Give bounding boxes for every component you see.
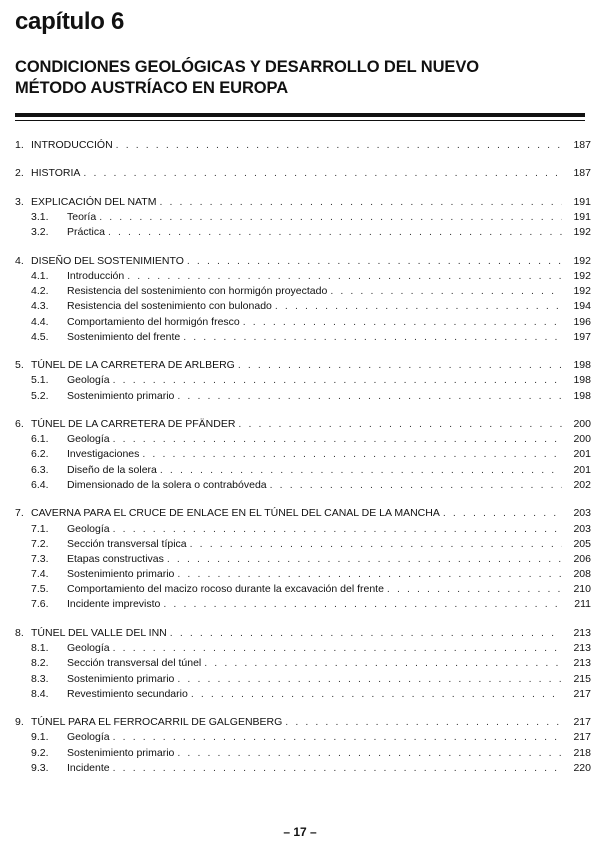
toc-sub-entry bbox=[15, 210, 591, 225]
dot-leader bbox=[177, 746, 562, 761]
toc-entry-title: Geología bbox=[67, 731, 110, 744]
toc-main-entry bbox=[15, 626, 591, 641]
toc-entry-title: Comportamiento del hormigón fresco bbox=[67, 315, 240, 328]
dot-leader bbox=[387, 582, 562, 597]
toc-entry-number: 3.2. bbox=[31, 226, 49, 239]
toc-sub-entry bbox=[15, 269, 591, 284]
toc-entry-number: 8.3. bbox=[31, 672, 49, 685]
toc-sub-entry bbox=[15, 641, 591, 656]
toc-sub-entry bbox=[15, 330, 591, 345]
dot-leader bbox=[113, 432, 562, 447]
toc-entry-title: Incidente bbox=[67, 761, 110, 774]
toc-main-entry bbox=[15, 715, 591, 730]
toc-sub-entry bbox=[15, 552, 591, 567]
dot-leader bbox=[204, 656, 562, 671]
toc-entry-page: 192 bbox=[573, 285, 591, 298]
dot-leader bbox=[163, 597, 562, 612]
toc-section bbox=[15, 166, 591, 181]
toc-entry-page: 213 bbox=[573, 642, 591, 655]
dot-leader bbox=[113, 373, 562, 388]
toc-entry-title: Práctica bbox=[67, 226, 105, 239]
toc-section bbox=[15, 715, 591, 776]
toc-entry-number: 1. bbox=[15, 139, 24, 151]
toc-entry-number: 9.3. bbox=[31, 761, 49, 774]
dot-leader bbox=[113, 730, 562, 745]
toc-entry-number: 8. bbox=[15, 626, 24, 639]
toc-entry-number: 9. bbox=[15, 716, 24, 729]
toc-entry-number: 8.1. bbox=[31, 642, 49, 655]
toc-entry-number: 5.1. bbox=[31, 374, 49, 387]
toc-entry-title: TÚNEL DE LA CARRETERA DE PFÄNDER bbox=[31, 418, 236, 431]
dot-leader bbox=[243, 315, 562, 330]
toc-entry-page: 192 bbox=[573, 270, 591, 283]
toc-entry-title: CAVERNA PARA EL CRUCE DE ENLACE EN EL TÚNEL DEL CANAL DE LA MANCHA bbox=[31, 507, 440, 520]
toc-entry-page: 197 bbox=[573, 330, 591, 343]
toc-entry-title: Revestimiento secundario bbox=[67, 687, 188, 700]
toc-section bbox=[15, 195, 591, 241]
toc-entry-title: Sostenimiento primario bbox=[67, 672, 175, 685]
toc-entry-page: 192 bbox=[573, 226, 591, 239]
toc-entry-page: 200 bbox=[573, 418, 591, 431]
dot-leader bbox=[113, 522, 562, 537]
page-number-footer: – 17 – bbox=[283, 825, 317, 839]
toc-entry-page: 198 bbox=[573, 359, 591, 372]
toc-entry-title: Sostenimiento del frente bbox=[67, 330, 181, 343]
toc-entry-page: 194 bbox=[573, 300, 591, 313]
toc-entry-title: Diseño de la solera bbox=[67, 463, 157, 476]
toc-entry-number: 9.2. bbox=[31, 746, 49, 759]
toc-entry-number: 6.3. bbox=[31, 463, 49, 476]
toc-entry-number: 4.5. bbox=[31, 330, 49, 343]
toc-entry-title: Resistencia del sostenimiento con hormigón proyectado bbox=[67, 285, 328, 298]
toc-entry-title: Geología bbox=[67, 642, 110, 655]
header-rule-thin bbox=[15, 120, 585, 121]
toc-entry-title: Resistencia del sostenimiento con bulonado bbox=[67, 300, 272, 313]
toc-entry-title: TÚNEL DE LA CARRETERA DE ARLBERG bbox=[31, 359, 235, 372]
toc-entry-page: 198 bbox=[573, 389, 591, 402]
toc-sub-entry bbox=[15, 315, 591, 330]
dot-leader bbox=[285, 715, 562, 730]
toc-sub-entry bbox=[15, 746, 591, 761]
toc-section bbox=[15, 417, 591, 493]
chapter-title bbox=[15, 57, 585, 99]
toc-main-entry bbox=[15, 138, 591, 153]
toc-entry-page: 192 bbox=[573, 254, 591, 267]
dot-leader bbox=[238, 417, 562, 432]
toc-entry-number: 5.2. bbox=[31, 389, 49, 402]
toc-sub-entry bbox=[15, 687, 591, 702]
toc-section bbox=[15, 254, 591, 345]
toc-sub-entry bbox=[15, 447, 591, 462]
dot-leader bbox=[183, 330, 562, 345]
dot-leader bbox=[142, 447, 562, 462]
toc-entry-number: 6.4. bbox=[31, 478, 49, 491]
toc-entry-number: 4.1. bbox=[31, 270, 49, 283]
toc-entry-title: Investigaciones bbox=[67, 448, 140, 461]
toc-entry-page: 206 bbox=[573, 552, 591, 565]
toc-entry-page: 220 bbox=[573, 761, 591, 774]
toc-entry-page: 203 bbox=[573, 522, 591, 535]
dot-leader bbox=[83, 166, 562, 181]
toc-main-entry bbox=[15, 195, 591, 210]
toc-entry-page: 200 bbox=[573, 433, 591, 446]
toc-entry-title: Geología bbox=[67, 433, 110, 446]
toc-sub-entry bbox=[15, 537, 591, 552]
toc-section bbox=[15, 358, 591, 404]
toc-sub-entry bbox=[15, 284, 591, 299]
toc-entry-page: 217 bbox=[573, 687, 591, 700]
toc-entry-page: 201 bbox=[573, 463, 591, 476]
toc-entry-page: 196 bbox=[573, 315, 591, 328]
header-rule-thick bbox=[15, 113, 585, 117]
dot-leader bbox=[167, 552, 562, 567]
toc-entry-title: Sección transversal típica bbox=[67, 537, 187, 550]
toc-section bbox=[15, 626, 591, 702]
toc-main-entry bbox=[15, 506, 591, 521]
dot-leader bbox=[270, 478, 562, 493]
toc-entry-number: 3. bbox=[15, 195, 24, 208]
toc-entry-title: Teoría bbox=[67, 211, 97, 224]
toc-sub-entry bbox=[15, 463, 591, 478]
toc-sub-entry bbox=[15, 567, 591, 582]
toc-sub-entry bbox=[15, 522, 591, 537]
toc-entry-title: TÚNEL PARA EL FERROCARRIL DE GALGENBERG bbox=[31, 716, 283, 729]
toc-entry-page: 191 bbox=[573, 195, 591, 208]
chapter-title-line-2: MÉTODO AUSTRÍACO EN EUROPA bbox=[15, 79, 289, 97]
toc-entry-number: 4.3. bbox=[31, 300, 49, 313]
dot-leader bbox=[238, 358, 562, 373]
toc-entry-title: Incidente imprevisto bbox=[67, 598, 161, 611]
toc-entry-page: 198 bbox=[573, 374, 591, 387]
toc-entry-title: INTRODUCCIÓN bbox=[31, 139, 113, 151]
chapter-title-line-1: CONDICIONES GEOLÓGICAS Y DESARROLLO DEL NUEVO bbox=[15, 58, 479, 76]
dot-leader bbox=[160, 463, 562, 478]
toc-entry-number: 7.5. bbox=[31, 583, 49, 596]
toc-sub-entry bbox=[15, 761, 591, 776]
toc-sub-entry bbox=[15, 478, 591, 493]
toc-entry-number: 7.4. bbox=[31, 568, 49, 581]
toc-entry-title: Sostenimiento primario bbox=[67, 746, 175, 759]
dot-leader bbox=[177, 567, 562, 582]
toc-entry-title: DISEÑO DEL SOSTENIMIENTO bbox=[31, 254, 184, 267]
toc-sub-entry bbox=[15, 373, 591, 388]
toc-sub-entry bbox=[15, 730, 591, 745]
toc-entry-title: Etapas constructivas bbox=[67, 552, 164, 565]
dot-leader bbox=[191, 687, 562, 702]
dot-leader bbox=[127, 269, 562, 284]
dot-leader bbox=[113, 761, 562, 776]
toc-entry-page: 205 bbox=[573, 537, 591, 550]
toc-entry-title: HISTORIA bbox=[31, 167, 81, 180]
toc-sub-entry bbox=[15, 672, 591, 687]
toc-entry-title: Introducción bbox=[67, 270, 125, 283]
dot-leader bbox=[190, 537, 562, 552]
toc-entry-number: 7.1. bbox=[31, 522, 49, 535]
toc-entry-page: 218 bbox=[573, 746, 591, 759]
toc-entry-title: EXPLICACIÓN DEL NATM bbox=[31, 195, 157, 208]
toc-entry-number: 6. bbox=[15, 418, 24, 431]
dot-leader bbox=[99, 210, 562, 225]
toc-main-entry bbox=[15, 417, 591, 432]
toc-entry-number: 6.2. bbox=[31, 448, 49, 461]
dot-leader bbox=[187, 254, 562, 269]
toc-sub-entry bbox=[15, 225, 591, 240]
dot-leader bbox=[177, 672, 562, 687]
toc-sub-entry bbox=[15, 597, 591, 612]
dot-leader bbox=[330, 284, 562, 299]
toc-entry-page: 211 bbox=[574, 598, 591, 611]
toc-sub-entry bbox=[15, 582, 591, 597]
toc-main-entry bbox=[15, 166, 591, 181]
toc-entry-number: 4.2. bbox=[31, 285, 49, 298]
toc-entry-number: 4.4. bbox=[31, 315, 49, 328]
toc-entry-number: 7.3. bbox=[31, 552, 49, 565]
toc-entry-page: 215 bbox=[573, 672, 591, 685]
toc-main-entry bbox=[15, 254, 591, 269]
dot-leader bbox=[177, 389, 562, 404]
toc-sub-entry bbox=[15, 299, 591, 314]
toc-entry-page: 210 bbox=[573, 583, 591, 596]
toc-entry-page: 191 bbox=[573, 211, 591, 224]
toc-entry-page: 217 bbox=[573, 716, 591, 729]
toc-entry-page: 187 bbox=[573, 167, 591, 180]
toc-entry-page: 201 bbox=[573, 448, 591, 461]
toc-entry-page: 213 bbox=[573, 657, 591, 670]
toc-sub-entry bbox=[15, 389, 591, 404]
toc-entry-page: 213 bbox=[573, 626, 591, 639]
toc-entry-number: 7.2. bbox=[31, 537, 49, 550]
toc-entry-page: 203 bbox=[573, 507, 591, 520]
chapter-label: capítulo 6 bbox=[15, 8, 125, 35]
toc-entry-number: 4. bbox=[15, 254, 24, 267]
toc-entry-number: 8.4. bbox=[31, 687, 49, 700]
toc-entry-title: Sostenimiento primario bbox=[67, 568, 175, 581]
toc-entry-page: 208 bbox=[573, 568, 591, 581]
dot-leader bbox=[170, 626, 562, 641]
toc-entry-number: 7.6. bbox=[31, 598, 49, 611]
toc-sub-entry bbox=[15, 656, 591, 671]
dot-leader bbox=[275, 299, 562, 314]
table-of-contents bbox=[15, 138, 591, 789]
dot-leader bbox=[113, 641, 562, 656]
toc-sub-entry bbox=[15, 432, 591, 447]
toc-entry-page: 202 bbox=[573, 478, 591, 491]
toc-entry-number: 6.1. bbox=[31, 433, 49, 446]
toc-section bbox=[15, 138, 591, 153]
toc-entry-title: Dimensionado de la solera o contrabóveda bbox=[67, 478, 267, 491]
toc-entry-number: 2. bbox=[15, 167, 24, 180]
toc-entry-number: 8.2. bbox=[31, 657, 49, 670]
toc-entry-page: 217 bbox=[573, 731, 591, 744]
toc-main-entry bbox=[15, 358, 591, 373]
toc-entry-title: Geología bbox=[67, 374, 110, 387]
toc-entry-page: 187 bbox=[573, 139, 591, 151]
dot-leader bbox=[108, 225, 562, 240]
toc-entry-title: TÚNEL DEL VALLE DEL INN bbox=[31, 626, 167, 639]
toc-entry-number: 7. bbox=[15, 507, 24, 520]
dot-leader bbox=[116, 138, 562, 153]
dot-leader bbox=[159, 195, 562, 210]
toc-entry-title: Geología bbox=[67, 522, 110, 535]
toc-entry-number: 9.1. bbox=[31, 731, 49, 744]
toc-section bbox=[15, 506, 591, 612]
toc-entry-number: 3.1. bbox=[31, 211, 49, 224]
toc-entry-title: Sección transversal del túnel bbox=[67, 657, 202, 670]
toc-entry-number: 5. bbox=[15, 359, 24, 372]
dot-leader bbox=[443, 506, 562, 521]
toc-entry-title: Comportamiento del macizo rocoso durante la excavación del frente bbox=[67, 583, 384, 596]
toc-entry-title: Sostenimiento primario bbox=[67, 389, 175, 402]
